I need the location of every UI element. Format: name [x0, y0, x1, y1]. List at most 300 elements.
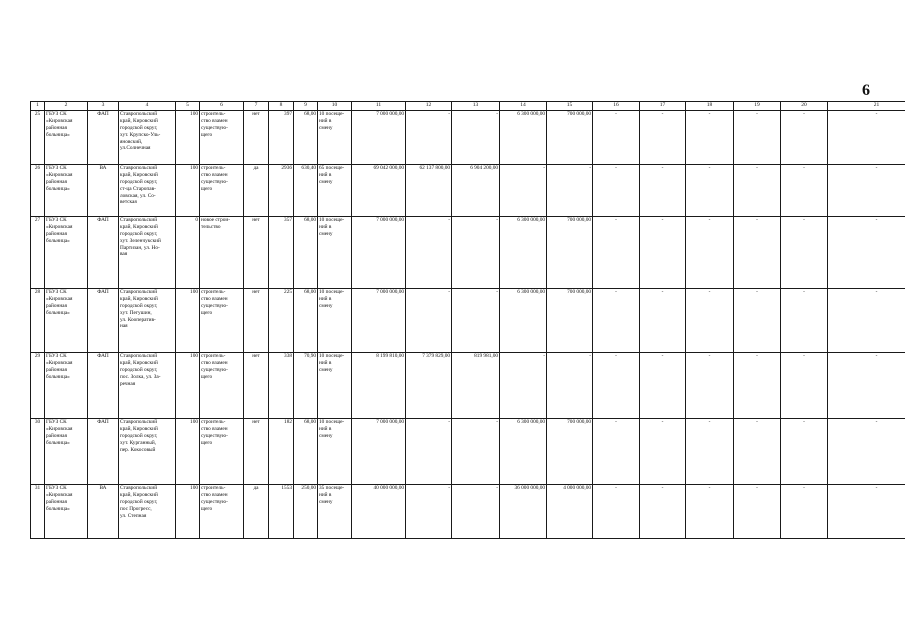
cell-text: нет	[252, 217, 260, 223]
cell-text: 100	[190, 419, 198, 425]
table-cell	[269, 289, 294, 353]
cell-text: 68,00	[304, 217, 316, 223]
cell-text: строитель- ство взамен существую- щего	[201, 289, 228, 316]
table-cell	[500, 353, 547, 419]
table-cell	[593, 111, 640, 165]
cell-text: Ставропольский край, Кировский городской округ, хут. Зеленчукский Партизан, ул. Но- вая	[120, 217, 161, 258]
cell-text: нет	[252, 353, 260, 359]
table-cell	[294, 353, 318, 419]
cell-text: ГБУЗ СК «Кировская районная больница»	[46, 217, 73, 244]
table-cell	[593, 165, 640, 217]
table-cell	[176, 485, 200, 539]
cell-text: Ставропольский край, Кировский городской округ, хут. Пегушин, ул. Кооператив- ная	[120, 289, 158, 330]
cell-text: 100	[190, 485, 198, 491]
cell-text: -	[756, 111, 758, 117]
cell-text: -	[496, 289, 498, 295]
cell-text: -	[875, 353, 878, 359]
cell-text: -	[756, 165, 758, 171]
table-cell	[452, 111, 500, 165]
cell-text: 40 000 000,00	[373, 485, 404, 491]
cell-text: строитель- ство взамен существую- щего	[201, 419, 228, 446]
cell-text: -	[661, 165, 664, 171]
table-cell	[406, 353, 452, 419]
table-cell	[547, 111, 593, 165]
cell-text: 65 посеще- ний в смену	[319, 165, 345, 185]
cell-text: 6 300 000,00	[517, 217, 545, 223]
table-cell	[640, 353, 686, 419]
table-cell	[119, 289, 176, 353]
table-cell	[734, 111, 781, 165]
table-cell	[119, 353, 176, 419]
cell-text: -	[875, 485, 878, 491]
table-cell	[88, 485, 119, 539]
page-number: 6	[862, 82, 870, 99]
table-cell	[176, 353, 200, 419]
cell-text: 10 посеще- ний в смену	[319, 419, 345, 439]
header-cell: 20	[781, 102, 828, 111]
header-cell: 1	[31, 102, 45, 111]
cell-text: 7 000 000,00	[376, 111, 404, 117]
table-cell	[88, 165, 119, 217]
cell-text: 225	[284, 289, 292, 295]
table-cell	[547, 353, 593, 419]
table-cell	[318, 353, 352, 419]
table-cell	[352, 419, 406, 485]
cell-text: 62 137 800,00	[419, 165, 450, 171]
header-cell: 15	[547, 102, 593, 111]
header-cell: 6	[200, 102, 244, 111]
table-cell	[119, 419, 176, 485]
table-cell	[294, 289, 318, 353]
table-cell	[547, 289, 593, 353]
header-cell: 10	[318, 102, 352, 111]
table-row	[31, 419, 905, 485]
table-cell	[294, 419, 318, 485]
table-cell	[45, 485, 88, 539]
cell-text: нет	[252, 289, 260, 295]
table-cell	[781, 289, 828, 353]
cell-text: -	[543, 353, 545, 359]
table-cell	[686, 111, 734, 165]
cell-text: -	[803, 419, 805, 425]
table-cell	[406, 111, 452, 165]
facilities-table	[30, 101, 905, 539]
table-cell	[640, 111, 686, 165]
table-cell	[686, 289, 734, 353]
table-cell	[734, 289, 781, 353]
cell-text: строитель- ство взамен существую- щего	[201, 165, 228, 192]
table-row	[31, 485, 905, 539]
table-cell	[200, 419, 244, 485]
table-cell	[88, 289, 119, 353]
cell-text: ФАП	[97, 111, 109, 117]
cell-text: -	[496, 419, 498, 425]
cell-text: 31	[34, 485, 41, 491]
table-cell	[734, 217, 781, 289]
table-cell	[500, 289, 547, 353]
cell-text: ГБУЗ СК «Кировская районная больница»	[46, 289, 73, 316]
cell-text: 8 199 810,00	[376, 353, 404, 359]
table-cell	[294, 111, 318, 165]
cell-text: -	[756, 289, 758, 295]
cell-text: -	[803, 165, 805, 171]
cell-text: ВА	[99, 485, 107, 491]
table-cell	[244, 217, 269, 289]
table-cell	[88, 111, 119, 165]
cell-text: -	[448, 289, 450, 295]
table-cell	[294, 485, 318, 539]
cell-text: 7 000 000,00	[376, 419, 404, 425]
table-cell	[406, 419, 452, 485]
table-cell	[119, 111, 176, 165]
cell-text: -	[661, 419, 664, 425]
cell-text: ГБУЗ СК «Кировская районная больница»	[46, 485, 73, 512]
table-body	[31, 102, 905, 539]
table-cell	[200, 485, 244, 539]
cell-text: -	[875, 419, 878, 425]
cell-text: 700 000,00	[567, 289, 591, 295]
table-cell	[547, 419, 593, 485]
table-cell	[640, 485, 686, 539]
header-cell: 18	[686, 102, 734, 111]
header-cell: 12	[406, 102, 452, 111]
table-cell	[318, 165, 352, 217]
cell-text: -	[448, 419, 450, 425]
table-cell	[734, 485, 781, 539]
cell-text: 10 посеще- ний в смену	[319, 217, 345, 237]
cell-text: -	[589, 353, 591, 359]
cell-text: строитель- ство взамен существую- щего	[201, 353, 228, 380]
cell-text: 4 000 000,00	[563, 485, 591, 491]
cell-text: 10 посеще- ний в смену	[319, 353, 345, 373]
table-cell	[318, 289, 352, 353]
cell-text: -	[875, 217, 878, 223]
table-cell	[318, 419, 352, 485]
cell-text: -	[756, 217, 758, 223]
cell-text: строитель- ство взамен существую- щего	[201, 485, 228, 512]
table-cell	[200, 353, 244, 419]
table-cell	[734, 419, 781, 485]
table-cell	[176, 289, 200, 353]
cell-text: ГБУЗ СК «Кировская районная больница»	[46, 111, 73, 138]
cell-text: 68,00	[304, 289, 316, 295]
table-cell	[547, 165, 593, 217]
cell-text: 25	[34, 111, 41, 117]
cell-text: 10 посеще- ний в смену	[319, 289, 345, 309]
table-cell	[176, 419, 200, 485]
table-cell	[45, 419, 88, 485]
table-cell	[200, 111, 244, 165]
cell-text: -	[803, 217, 805, 223]
table-cell	[593, 289, 640, 353]
table-cell	[828, 485, 905, 539]
table-cell	[406, 165, 452, 217]
cell-text: 700 000,00	[567, 419, 591, 425]
table-cell	[119, 165, 176, 217]
table-cell	[828, 111, 905, 165]
cell-text: Ставропольский край, Кировский городской округ, пос Прогресс, ул. Степная	[120, 485, 158, 519]
cell-text: 182	[284, 419, 292, 425]
table-cell	[269, 419, 294, 485]
cell-text: 7 000 000,00	[376, 217, 404, 223]
table-cell	[244, 165, 269, 217]
header-cell: 7	[244, 102, 269, 111]
cell-text: 10 посеще- ний в смену	[319, 111, 345, 131]
cell-text: 100	[190, 353, 198, 359]
cell-text: ФАП	[97, 289, 109, 295]
cell-text: -	[803, 111, 805, 117]
table-cell	[686, 419, 734, 485]
table-cell	[547, 217, 593, 289]
cell-text: -	[589, 165, 591, 171]
header-cell: 13	[452, 102, 500, 111]
cell-text: Ставропольский край, Кировский городской округ, хут. Крупско-Уль- яновский, ул.Солнечная	[120, 111, 161, 152]
table-cell	[640, 217, 686, 289]
table-cell	[781, 217, 828, 289]
table-cell	[352, 289, 406, 353]
table-cell	[119, 217, 176, 289]
table-cell	[452, 165, 500, 217]
cell-text: 27	[34, 217, 41, 223]
cell-text: 7 000 000,00	[376, 289, 404, 295]
table-cell	[244, 289, 269, 353]
cell-text: 819 981,00	[474, 353, 498, 359]
table-cell	[828, 165, 905, 217]
table-cell	[828, 289, 905, 353]
table-cell	[45, 165, 88, 217]
table-cell	[244, 111, 269, 165]
cell-text: 68,00	[304, 111, 316, 117]
cell-text: 36 000 000,00	[514, 485, 545, 491]
cell-text: 6 904 200,00	[470, 165, 498, 171]
table-cell	[45, 217, 88, 289]
cell-text: 250,00	[301, 485, 316, 491]
cell-text: 70,90	[304, 353, 316, 359]
table-cell	[318, 217, 352, 289]
cell-text: -	[448, 217, 450, 223]
cell-text: ФАП	[97, 353, 109, 359]
table-cell	[294, 165, 318, 217]
cell-text: -	[615, 165, 617, 171]
table-cell	[640, 165, 686, 217]
cell-text: 397	[284, 111, 292, 117]
cell-text: -	[875, 289, 878, 295]
table-cell	[200, 289, 244, 353]
table-cell	[452, 485, 500, 539]
cell-text: 28	[34, 289, 41, 295]
table-cell	[406, 289, 452, 353]
table-cell	[269, 485, 294, 539]
cell-text: ГБУЗ СК «Кировская районная больница»	[46, 419, 73, 446]
table-cell	[686, 485, 734, 539]
cell-text: -	[615, 485, 617, 491]
table-cell	[500, 111, 547, 165]
table-cell	[31, 111, 45, 165]
cell-text: -	[448, 111, 450, 117]
table-cell	[500, 217, 547, 289]
table-cell	[781, 485, 828, 539]
table-cell	[686, 217, 734, 289]
table-row	[31, 353, 905, 419]
cell-text: 700 000,00	[567, 217, 591, 223]
table-cell	[269, 111, 294, 165]
table-cell	[88, 353, 119, 419]
cell-text: 35 посеще- ний в смену	[319, 485, 345, 505]
cell-text: Ставропольский край, Кировский городской округ, пос. Золка, ул. За- речная	[120, 353, 161, 387]
cell-text: новое строи- тельство	[201, 217, 230, 230]
cell-text: -	[615, 217, 617, 223]
table-cell	[31, 485, 45, 539]
cell-text: -	[803, 289, 805, 295]
cell-text: 338	[284, 353, 292, 359]
cell-text: строитель- ство взамен существую- щего	[201, 111, 228, 138]
table-cell	[45, 111, 88, 165]
table-cell	[686, 353, 734, 419]
table-cell	[828, 217, 905, 289]
table-cell	[269, 165, 294, 217]
cell-text: -	[708, 289, 711, 295]
header-cell: 11	[352, 102, 406, 111]
table-cell	[781, 111, 828, 165]
table-cell	[318, 485, 352, 539]
table-cell	[593, 419, 640, 485]
cell-text: -	[875, 165, 878, 171]
header-cell: 5	[176, 102, 200, 111]
cell-text: 6 300 000,00	[517, 289, 545, 295]
cell-text: 100	[190, 111, 198, 117]
table-cell	[593, 485, 640, 539]
cell-text: 357	[284, 217, 292, 223]
table-cell	[200, 217, 244, 289]
table-cell	[244, 353, 269, 419]
table-cell	[119, 485, 176, 539]
table-cell	[500, 165, 547, 217]
cell-text: -	[803, 485, 805, 491]
cell-text: -	[661, 217, 664, 223]
cell-text: -	[756, 485, 758, 491]
table-row	[31, 111, 905, 165]
cell-text: -	[708, 419, 711, 425]
table-cell	[734, 353, 781, 419]
table-cell	[269, 217, 294, 289]
table-row	[31, 217, 905, 289]
cell-text: 700 000,00	[567, 111, 591, 117]
cell-text: 100	[190, 165, 198, 171]
table-cell	[352, 217, 406, 289]
cell-text: -	[448, 485, 450, 491]
table-cell	[781, 353, 828, 419]
table-row	[31, 165, 905, 217]
header-cell: 2	[45, 102, 88, 111]
cell-text: -	[661, 353, 664, 359]
cell-text: -	[756, 419, 758, 425]
table-cell	[200, 165, 244, 217]
header-cell: 8	[269, 102, 294, 111]
header-cell: 9	[294, 102, 318, 111]
table-cell	[781, 419, 828, 485]
table-cell	[31, 419, 45, 485]
cell-text: -	[803, 353, 805, 359]
table-cell	[352, 485, 406, 539]
table-cell	[452, 289, 500, 353]
cell-text: 1553	[281, 485, 292, 491]
cell-text: -	[708, 485, 711, 491]
header-cell: 3	[88, 102, 119, 111]
table-cell	[31, 165, 45, 217]
cell-text: -	[756, 353, 758, 359]
header-cell: 14	[500, 102, 547, 111]
table-cell	[734, 165, 781, 217]
cell-text: 7 379 829,00	[422, 353, 450, 359]
table-cell	[31, 353, 45, 419]
cell-text: -	[615, 111, 617, 117]
cell-text: -	[661, 485, 664, 491]
table-cell	[547, 485, 593, 539]
table-cell	[686, 165, 734, 217]
table-cell	[500, 419, 547, 485]
cell-text: -	[615, 419, 617, 425]
table-row	[31, 289, 905, 353]
cell-text: -	[615, 289, 617, 295]
cell-text: 69 042 000,00	[373, 165, 404, 171]
cell-text: -	[875, 111, 878, 117]
table-cell	[593, 353, 640, 419]
table-cell	[45, 289, 88, 353]
cell-text: ГБУЗ СК «Кировская районная больница»	[46, 165, 73, 192]
cell-text: Ставропольский край, Кировский городской округ, ст-ца Старопав- ловская, ул. Со- ветская	[120, 165, 158, 206]
table-cell	[352, 165, 406, 217]
cell-text: 6 300 000,00	[517, 111, 545, 117]
table-cell	[244, 485, 269, 539]
table-cell	[269, 353, 294, 419]
table-cell	[176, 165, 200, 217]
cell-text: 0	[195, 217, 198, 223]
cell-text: нет	[252, 419, 260, 425]
cell-text: Ставропольский край, Кировский городской округ, хут. Курганный, пер. Кокосовый	[120, 419, 158, 453]
table-cell	[88, 419, 119, 485]
cell-text: 100	[190, 289, 198, 295]
table-cell	[318, 111, 352, 165]
cell-text: -	[615, 353, 617, 359]
cell-text: -	[708, 165, 711, 171]
cell-text: да	[253, 485, 259, 491]
cell-text: да	[253, 165, 259, 171]
table-cell	[31, 289, 45, 353]
cell-text: -	[708, 217, 711, 223]
table-cell	[406, 485, 452, 539]
header-cell: 4	[119, 102, 176, 111]
cell-text: -	[496, 217, 498, 223]
cell-text: -	[661, 111, 664, 117]
table-cell	[294, 217, 318, 289]
cell-text: -	[708, 111, 711, 117]
cell-text: -	[661, 289, 664, 295]
header-row	[31, 102, 905, 111]
table-cell	[176, 111, 200, 165]
cell-text: 29	[34, 353, 41, 359]
table-cell	[45, 353, 88, 419]
table-cell	[452, 419, 500, 485]
cell-text: 26	[34, 165, 41, 171]
table-cell	[31, 217, 45, 289]
table-cell	[244, 419, 269, 485]
table-cell	[452, 353, 500, 419]
cell-text: 2936	[281, 165, 292, 171]
cell-text: 6 300 000,00	[517, 419, 545, 425]
table-cell	[640, 289, 686, 353]
table-cell	[640, 419, 686, 485]
table-cell	[781, 165, 828, 217]
